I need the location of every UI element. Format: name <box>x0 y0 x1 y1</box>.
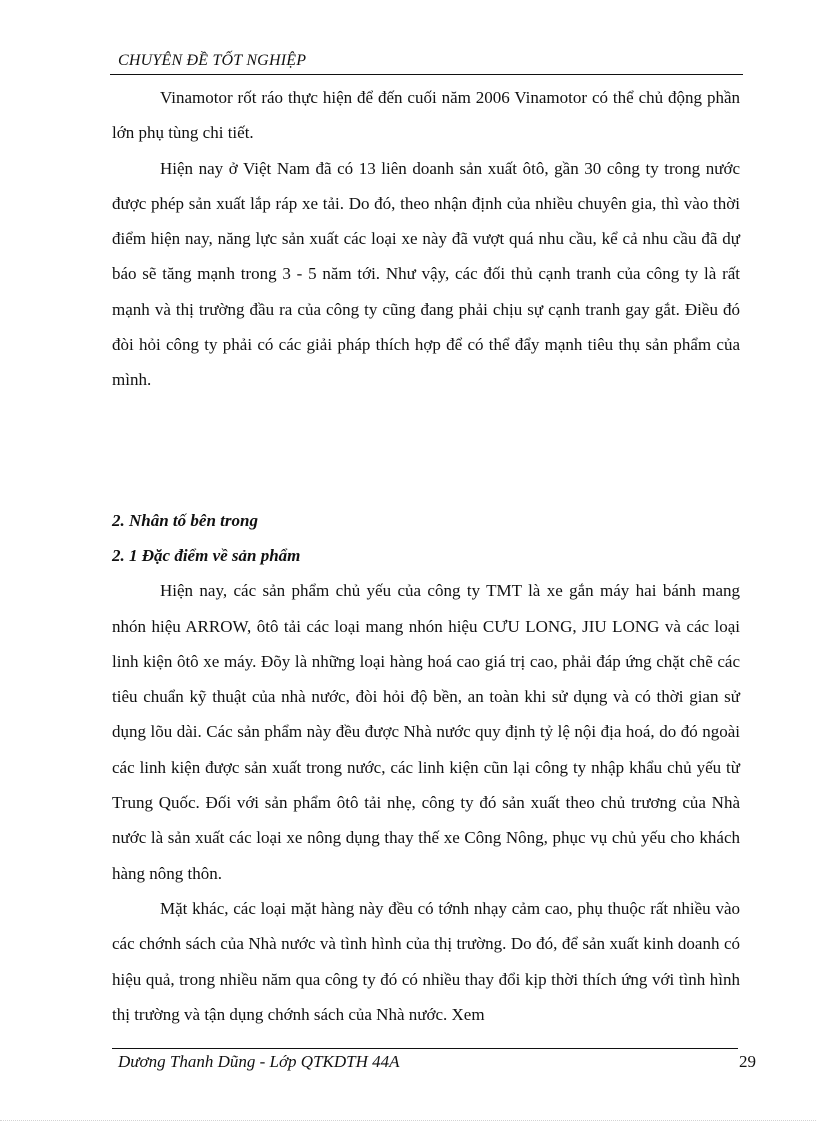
paragraph-sensitivity: Mặt khác, các loại mặt hàng này đều có tớnh nhạy cảm cao, phụ thuộc rất nhiều vào các chớnh sách của Nhà nước và tình hình của thị trường. Do đó, để sản xuất kinh doanh có hiệu quả, trong nhiều năm qua công ty đó có nhiều thay đổi kịp thời thích ứng với tình hình thị trường và tận dụng chớnh sách của Nhà nước. Xem <box>112 898 740 1024</box>
footer-divider <box>112 1048 738 1049</box>
section-heading: 2. Nhân tố bên trong <box>112 510 258 530</box>
paragraph-products: Hiện nay, các sản phẩm chủ yếu của công ty TMT là xe gắn máy hai bánh mang nhón hiệu ARROW, ôtô tải các loại mang nhón hiệu CƯU LONG, JIU LONG và các loại linh kiện ôtô xe máy. Đõy là những loại hàng hoá cao giá trị cao, phải đáp ứng chặt chẽ các tiêu chuẩn kỹ thuật của nhà nước, đòi hỏi độ bền, an toàn khi sử dụng và có thời gian sử dụng lõu dài. Các sản phẩm này đều được Nhà nước quy định tỷ lệ nội địa hoá, do đó ngoài các linh kiện được sản xuất trong nước, các linh kiện cũn lại công ty nhập khẩu chủ yếu từ Trung Quốc. Đối với sản phẩm ôtô tải nhẹ, công ty đó sản xuất theo chủ trương của Nhà nước là sản xuất các loại xe nông dụng thay thế xe Công Nông, phục vụ chủ yếu cho khách hàng nông thôn. <box>112 581 740 883</box>
paragraph-continuation: Vinamotor rốt ráo thực hiện để đến cuối năm 2006 Vinamotor có thể chủ động phần lớn phụ tùng chi tiết. <box>112 88 740 143</box>
page-bottom-border <box>0 1120 816 1121</box>
page-number: 29 <box>739 1052 756 1071</box>
subsection-heading: 2. 1 Đặc điểm về sản phẩm <box>112 545 301 565</box>
document-body <box>112 80 740 1032</box>
header-divider <box>110 74 743 75</box>
paragraph-competition: Hiện nay ở Việt Nam đã có 13 liên doanh sản xuất ôtô, gần 30 công ty trong nước được phép sản xuất lắp ráp xe tải. Do đó, theo nhận định của nhiều chuyên gia, thì vào thời điểm hiện nay, năng lực sản xuất các loại xe này đã vượt quá nhu cầu, kể cả nhu cầu đã dự báo sẽ tăng mạnh trong 3 - 5 năm tới. Như vậy, các đối thủ cạnh tranh của công ty là rất mạnh và thị trường đầu ra của công ty cũng đang phải chịu sự cạnh tranh gay gắt. Điều đó đòi hỏi công ty phải có các giải pháp thích hợp để có thể đẩy mạnh tiêu thụ sản phẩm của mình. <box>112 158 740 390</box>
footer-author: Dương Thanh Dũng - Lớp QTKDTH 44A <box>118 1052 400 1071</box>
page-header-title: CHUYÊN ĐỀ TỐT NGHIỆP <box>118 52 307 69</box>
